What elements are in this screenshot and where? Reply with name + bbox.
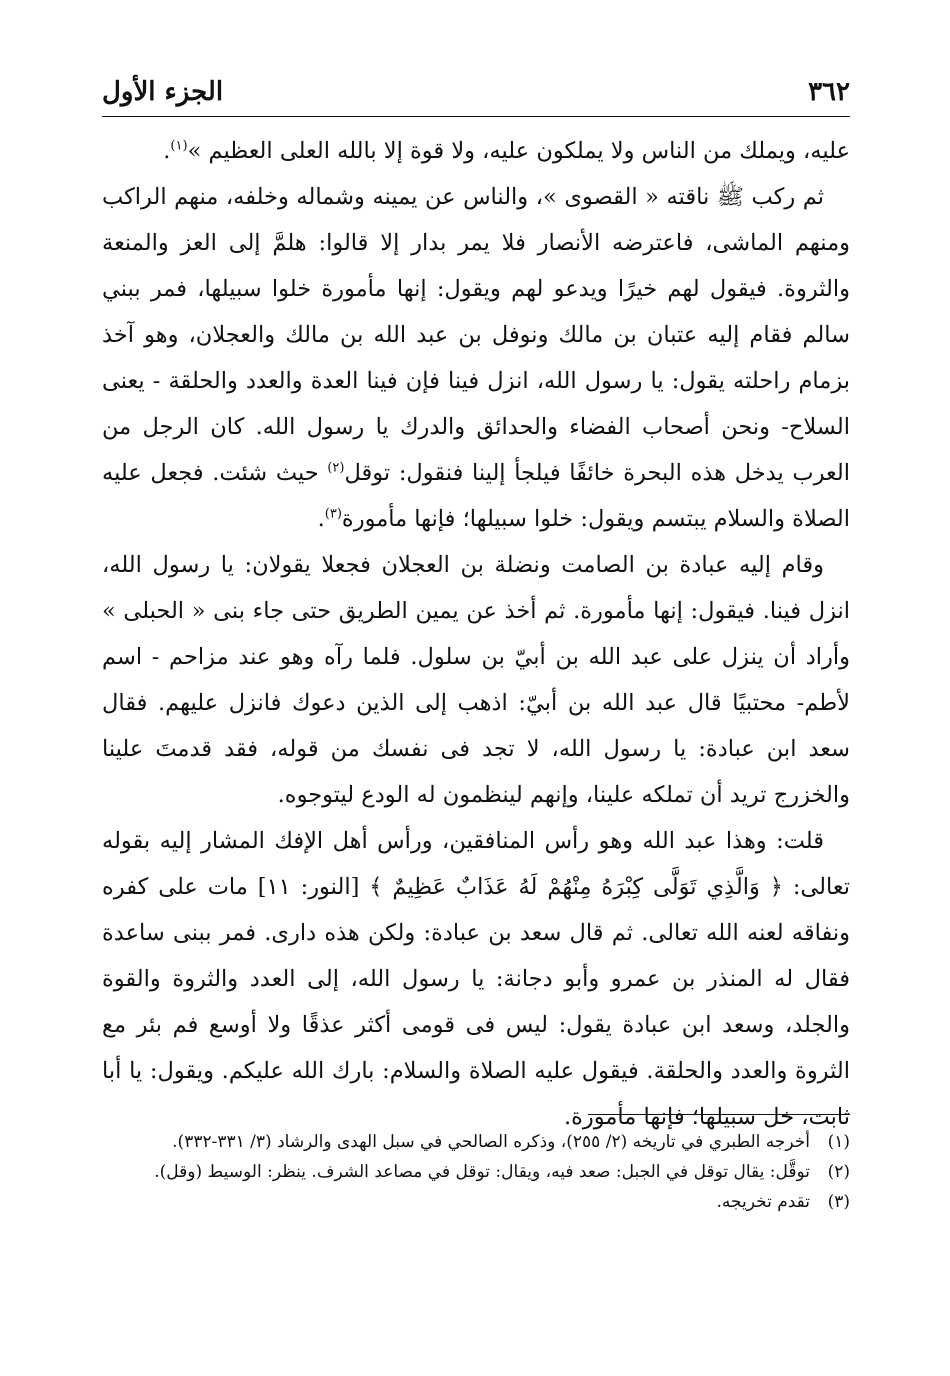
paragraph-3: وقام إليه عبادة بن الصامت ونضلة بن العجلان فجعلا يقولان: يا رسول الله، انزل فينا. فيقول: إنها مأمورة. ثم أخذ عن يمين الطريق حتى جاء بنى « الحبلى » وأراد أن ينزل على عبد الله بن أبيّ بن سلول. فلما رآه وهو عند مزاحم - اسم لأطم- محتبيًا قال عبد الله بن أبيّ: اذهب إلى الذين دعوك فانزل عليهم. فقال سعد ابن عبادة: يا رسول الله، لا تجد فى نفسك من قوله، فقد قدمتَ علينا والخزرج تريد أن تملكه علينا، وإنهم لينظمون له الودع ليتوجوه.	[102, 552, 850, 808]
page-number: ٣٦٢	[808, 77, 850, 107]
header-divider	[102, 116, 850, 117]
footnotes	[102, 1128, 850, 1218]
footnote-number: (١)	[827, 1132, 850, 1152]
footnote-divider	[588, 1114, 850, 1115]
footnote-number: (٢)	[827, 1162, 850, 1182]
footnote-1	[102, 1128, 850, 1156]
main-text	[102, 128, 850, 1140]
footnote-text: تقدم تخريجه.	[716, 1192, 810, 1212]
footnote-ref-2[interactable]: (٢)	[327, 460, 345, 476]
running-title: الجزء الأول	[102, 77, 224, 107]
footnote-ref-1[interactable]: (١)	[170, 138, 188, 154]
footnote-ref-3[interactable]: (٣)	[324, 506, 342, 522]
footnote-text: توقَّل: يقال توقل في الجبل: صعد فيه، ويقال: توقل في مصاعد الشرف. ينظر: الوسيط (وقل).	[154, 1162, 810, 1182]
paragraph-2: ثم ركب ﷺ ناقته « القصوى »، والناس عن يمينه وشماله وخلفه، منهم الراكب ومنهم الماشى، فاعترضه الأنصار فلا يمر بدار إلا قالوا: هلمَّ إلى العز والمنعة والثروة. فيقول لهم خيرًا ويدعو لهم ويقول: إنها مأمورة خلوا سبيلها، فمر ببني سالم فقام إليه عتبان بن مالك ونوفل بن عبد الله بن مالك والعجلان، وهو آخذ بزمام راحلته يقول: يا رسول الله، انزل فينا فإن فينا العدة والعدد والحلقة - يعنى السلاح- ونحن أصحاب الفضاء والحدائق والدرك يا رسول الله. كان الرجل من العرب يدخل هذه البحرة خائفًا فيلجأ إلينا فنقول: توقل$^{(٢)}$ حيث شئت. فجعل عليه الصلاة والسلام يبتسم ويقول: خلوا سبيلها؛ فإنها مأمورة$^{(٣)}$.	[102, 184, 850, 532]
footnote-2	[102, 1158, 850, 1186]
paragraph-1: عليه، ويملك من الناس ولا يملكون عليه، ولا قوة إلا بالله العلى العظيم »$^{(١)}$.	[163, 138, 850, 164]
footnote-number: (٣)	[827, 1192, 850, 1212]
footnote-text: أخرجه الطبري في تاريخه (٢/ ٢٥٥)، وذكره الصالحي في سبل الهدى والرشاد (٣/ ٣٣١-٣٣٢).	[172, 1132, 810, 1152]
paragraph-4: قلت: وهذا عبد الله وهو رأس المنافقين، ورأس أهل الإفك المشار إليه بقوله تعالى: ﴿ وَالَّذِي تَوَلَّى كِبْرَهُ مِنْهُمْ لَهُ عَذَابٌ عَظِيمٌ ﴾ [النور: ١١] مات على كفره ونفاقه لعنه الله تعالى. ثم قال سعد بن عبادة: ولكن هذه دارى. فمر ببنى ساعدة فقال له المنذر بن عمرو وأبو دجانة: يا رسول الله، إلى العدد والثروة والقوة والجلد، وسعد ابن عبادة يقول: ليس فى قومى أكثر عذقًا ولا أوسع فم بئر مع الثروة والعدد والحلقة. فيقول عليه الصلاة والسلام: بارك الله عليكم. ويقول: يا أبا ثابت، خل سبيلها؛ فإنها مأمورة.	[102, 828, 850, 1130]
footnote-3	[102, 1188, 850, 1216]
page-header	[102, 70, 850, 114]
